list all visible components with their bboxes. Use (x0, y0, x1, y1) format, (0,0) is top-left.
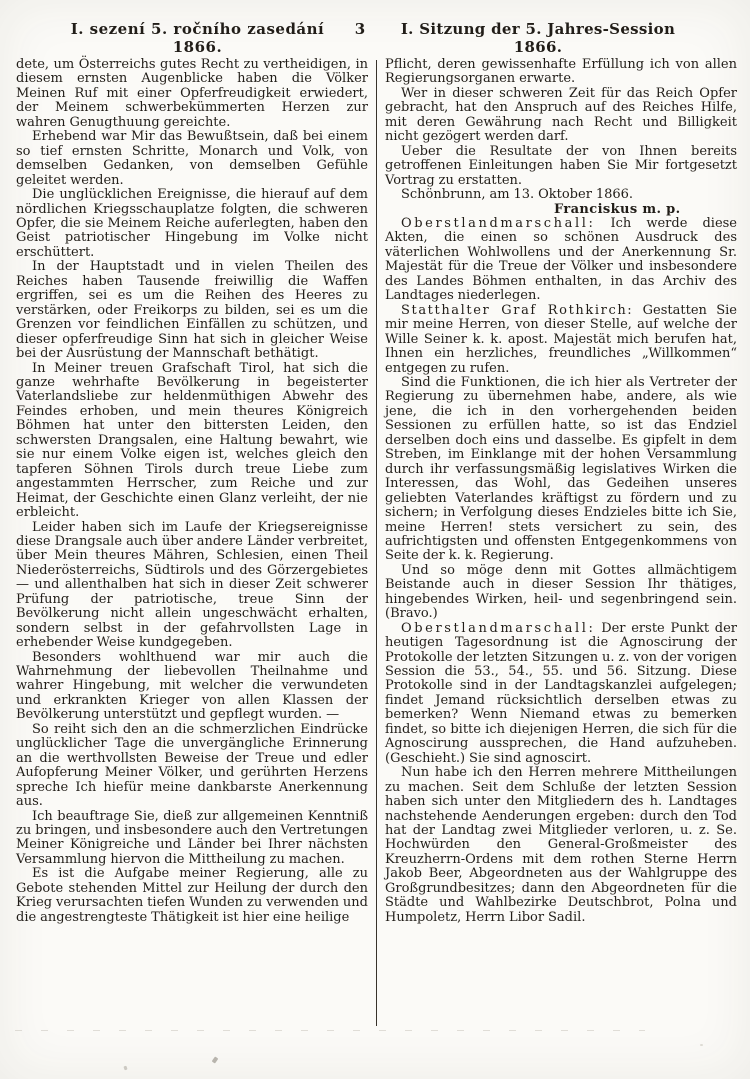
paragraph: In der Hauptstadt und in vielen Theilen des Reiches haben Tausende freiwillig die Waffen ergriffen, sei es um die Reihen des Heeres zu verstärken, oder Freikorps zu bilden, sei es um die Grenzen vor feindlichen Einfällen zu schützen, und dieser opferfreudige Sinn hat sich in gleicher Weise bei der Ausrüstung der Mannschaft bethätigt. (16, 259, 368, 362)
speaker-name: Statthalter Graf Rothkirch: (401, 302, 634, 318)
paragraph: Oberstlandmarschall: Ich werde diese Akten, die einen so schönen Ausdruck des väterlichen Wohlwollens und der Anerkennung Sr. Majestät für die Treue der Völker und insbesondere des Landes Böhmen enthalten, in das Archiv des Landtages niederlegen. (385, 215, 737, 304)
left-column (16, 58, 368, 1026)
header-german-title: I. Sitzung der 5. Jahres-Session 1866. (400, 20, 676, 56)
paragraph: Die unglücklichen Ereignisse, die hierauf auf dem nördlichen Kriegsschauplatze folgten, die schweren Opfer, die sie Meinem Reiche auferlegten, haben den Geist patriotischer Hingebung im Volke nicht erschüttert. (16, 187, 368, 260)
scan-speck (212, 1056, 219, 1063)
paragraph: So reiht sich den an die schmerzlichen Eindrücke unglücklicher Tage die unvergängliche Erinnerung an die werthvollsten Beweise der Treue und edler Aufopferung Meiner Völker, und gerührten Herzens spreche Ich hiefür meine dankbarste Anerkennung aus. (16, 721, 368, 810)
paragraph: dete, um Österreichs gutes Recht zu vertheidigen, in diesem ernsten Augenblicke haben die Völker Meinen Ruf mit einer Opferfreudigkeit erwiedert, der Meinem schwerbekümmerten Herzen zur wahren Genugthuung gereichte. (16, 57, 368, 130)
paragraph: Erhebend war Mir das Bewußtsein, daß bei einem so tief ernsten Schritte, Monarch und Volk, von demselben Gedanken, von demselben Gefühle geleitet werden. (16, 129, 368, 188)
column-divider (376, 60, 377, 1026)
scan-speck (700, 1044, 703, 1046)
paragraph: Ueber die Resultate der von Ihnen bereits getroffenen Einleitungen haben Sie Mir fortgesetzt Vortrag zu erstatten. (385, 143, 737, 188)
paragraph: Sind die Funktionen, die ich hier als Vertreter der Regierung zu übernehmen habe, andere, als wie jene, die ich in den vorhergehenden beiden Sessionen zu erfüllen hatte, so ist das Endziel derselben doch eins und dasselbe. Es gipfelt in dem Streben, im Einklange mit der hohen Versammlung durch ihr verfassungsmäßig legislatives Wirken die Interessen, das Wohl, das Gedeihen unseres geliebten Vaterlandes kräftigst zu fördern und zu sichern; in Verfolgung dieses Endzieles bitte ich Sie, meine Herren! stets versichert zu sein, des aufrichtigsten und offensten Entgegenkommens von Seite der k. k. Regierung. (385, 374, 737, 564)
date-line: Schönbrunn, am 13. Oktober 1866. (401, 187, 634, 203)
header-czech-title: I. sezení 5. ročního zasedání 1866. (70, 20, 325, 56)
page-header (0, 20, 750, 56)
speaker-name: Oberstlandmarschall: (401, 215, 596, 231)
speaker-name: Oberstlandmarschall: (401, 620, 596, 636)
paragraph: Wer in dieser schweren Zeit für das Reich Opfer gebracht, hat den Anspruch auf des Reiches Hilfe, mit deren Gewährung nach Recht und Billigkeit nicht gezögert werden darf. (385, 85, 737, 145)
paragraph: Ich beauftrage Sie, dieß zur allgemeinen Kenntniß zu bringen, und insbesondere auch den Vertretungen Meiner Königreiche und Länder bei Ihrer nächsten Versammlung hiervon die Mittheilung zu machen. (16, 808, 368, 867)
scan-speck (123, 1066, 127, 1071)
paragraph: Besonders wohlthuend war mir auch die Wahrnehmung der liebevollen Theilnahme und wahrer Hingebung, mit welcher die verwundeten und erkrankten Krieger von allen Klassen der Bevölkerung unterstützt und gepflegt wurden. — (16, 649, 368, 723)
paragraph: Es ist die Aufgabe meiner Regierung, alle zu Gebote stehenden Mittel zur Heilung der durch den Krieg verursachten tiefen Wunden zu verwenden und die angestrengteste Thätigkeit ist hier eine heilige (16, 866, 368, 925)
paragraph: In Meiner treuen Grafschaft Tirol, hat sich die ganze wehrhafte Bevölkerung in begeisterter Vaterlandsliebe zur heldenmüthigen Abwehr des Feindes erhoben, und mein theures Königreich Böhmen hat unter den bittersten Leiden, den schwersten Drangsalen, eine Haltung bewahrt, wie sie nur einem Volke eigen ist, welches gleich den tapferen Söhnen Tirols durch treue Liebe zum angestammten Herrscher, zum Reiche und zur Heimat, der Geschichte einen Glanz verleiht, der nie erbleicht. (16, 360, 368, 521)
text-columns (16, 58, 737, 1026)
paragraph: Nun habe ich den Herren mehrere Mittheilungen zu machen. Seit dem Schluße der letzten Session haben sich unter den Mitgliedern des h. Landtages nachstehende Aenderungen ergeben: durch den Tod hat der Landtag zwei Mitglieder verloren, u. z. Se. Hochwürden den General-Großmeister des Kreuzherrn-Ordens mit dem rothen Sterne Herrn Jakob Beer, Abgeordneten aus der Wahlgruppe des Großgrundbesitzes; dann den Abgeordneten für die Städte und Wahlbezirke Deutschbrot, Polna und Humpoletz, Herrn Libor Sadil. (385, 765, 737, 925)
signature-line: Franciskus m. p. (553, 201, 681, 217)
right-column (385, 58, 737, 1026)
scan-artifact-line (15, 1030, 645, 1031)
paragraph: Statthalter Graf Rothkirch: Gestatten Sie mir meine Herren, von dieser Stelle, auf welche der Wille Seiner k. k. apost. Majestät mich berufen hat, Ihnen ein herzliches, freundliches „Willkommen“ entgegen zu rufen. (385, 302, 737, 376)
paragraph: Pflicht, deren gewissenhafte Erfüllung ich von allen Regierungsorganen erwarte. (385, 57, 737, 87)
paragraph: Leider haben sich im Laufe der Kriegsereignisse diese Drangsale auch über andere Länder verbreitet, über Mein theures Mähren, Schlesien, einen Theil Niederösterreichs, Südtirols und des Görzergebietes — und allenthalben hat sich in dieser Zeit schwerer Prüfung der patriotische, treue Sinn der Bevölkerung nicht allein ungeschwächt erhalten, sondern selbst in der gefahrvollsten Lage in erhebender Weise kundgegeben. (16, 519, 368, 651)
paragraph: Und so möge denn mit Gottes allmächtigem Beistande auch in dieser Session Ihr thätiges, hingebendes Wirken, heil- und segenbringend sein. (Bravo.) (385, 562, 737, 622)
paragraph: Oberstlandmarschall: Der erste Punkt der heutigen Tagesordnung ist die Agnoscirung der Protokolle der letzten Sitzungen u. z. von der vorigen Session die 53., 54., 55. und 56. Sitzung. Diese Protokolle sind in der Landtagskanzlei aufgelegen; findet Jemand rücksichtlich derselben etwas zu bemerken? Wenn Niemand etwas zu bemerken findet, so bitte ich diejenigen Herren, die sich für die Agnoscirung aussprechen, die Hand aufzuheben. (Geschieht.) Sie sind agnoscirt. (385, 620, 738, 766)
page-number: 3 (354, 20, 366, 38)
